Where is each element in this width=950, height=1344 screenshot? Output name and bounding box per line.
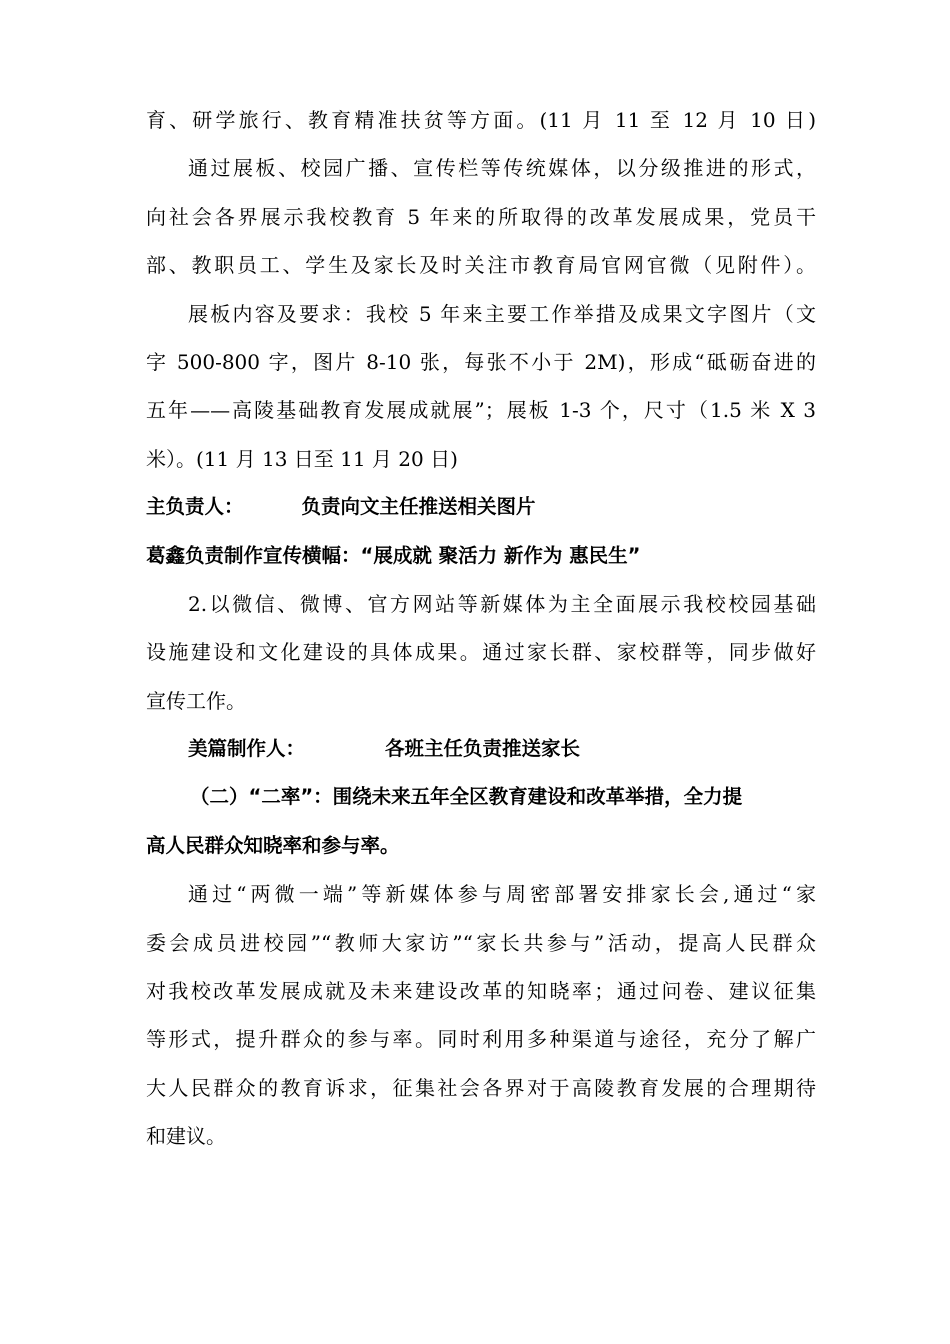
document-body [146, 96, 816, 1161]
text-line: 通过展板、校园广播、宣传栏等传统媒体，以分级推进的形式， [188, 156, 816, 181]
text-line: 展板内容及要求：我校 5 年来主要工作举措及成果文字图片（文 [188, 301, 816, 326]
meipian-label: 美篇制作人： [188, 737, 306, 761]
text-line: 等形式，提升群众的参与率。同时利用多种渠道与途径，充分了解广 [146, 1027, 816, 1052]
text-line: 对我校改革发展成就及未来建设改革的知晓率；通过问卷、建议征集 [146, 979, 816, 1004]
text-line: 通过“两微一端”等新媒体参与周密部署安排家长会,通过“家 [188, 882, 816, 907]
meipian-author-line [146, 725, 816, 773]
text-line: 向社会各界展示我校教育 5 年来的所取得的改革发展成果，党员干 [146, 204, 816, 229]
text-line: 米）。(11 月 13 日至 11 月 20 日) [146, 446, 458, 471]
meipian-task: 各班主任负责推送家长 [385, 737, 581, 761]
responsible-task: 负责向文主任推送相关图片 [301, 495, 536, 519]
text-line: 和建议。 [146, 1124, 226, 1149]
responsible-person-line [146, 483, 816, 531]
text-line: 大人民群众的教育诉求，征集社会各界对于高陵教育发展的合理期待 [146, 1075, 816, 1100]
text-line: 部、教职员工、学生及家长及时关注市教育局官网官微（见附件）。 [146, 253, 816, 278]
text-line: 五年——高陵基础教育发展成就展”；展板 1-3 个，尺寸（1.5 米 X 3 [146, 398, 816, 423]
text-line: 设施建设和文化建设的具体成果。通过家长群、家校群等，同步做好 [146, 640, 816, 665]
text-line: 宣传工作。 [146, 688, 246, 713]
text-line: 委会成员进校园”“教师大家访”“家长共参与”活动，提高人民群众 [146, 930, 816, 955]
text-line: 字 500-800 字，图片 8-10 张，每张不小于 2M)，形成“砥砺奋进的 [146, 349, 816, 374]
section-heading: （二）“二率”：围绕未来五年全区教育建设和改革举措，全力提 [190, 785, 743, 809]
text-line: 育、研学旅行、教育精准扶贫等方面。(11 月 11 至 12 月 10 日) [146, 108, 816, 132]
responsible-label: 主负责人： [146, 495, 244, 519]
text-line: 2.以微信、微博、官方网站等新媒体为主全面展示我校校园基础 [188, 591, 816, 616]
banner-line: 葛鑫负责制作宣传横幅：“展成就 聚活力 新作为 惠民生” [146, 543, 641, 567]
section-heading-cont: 高人民群众知晓率和参与率。 [146, 833, 400, 857]
